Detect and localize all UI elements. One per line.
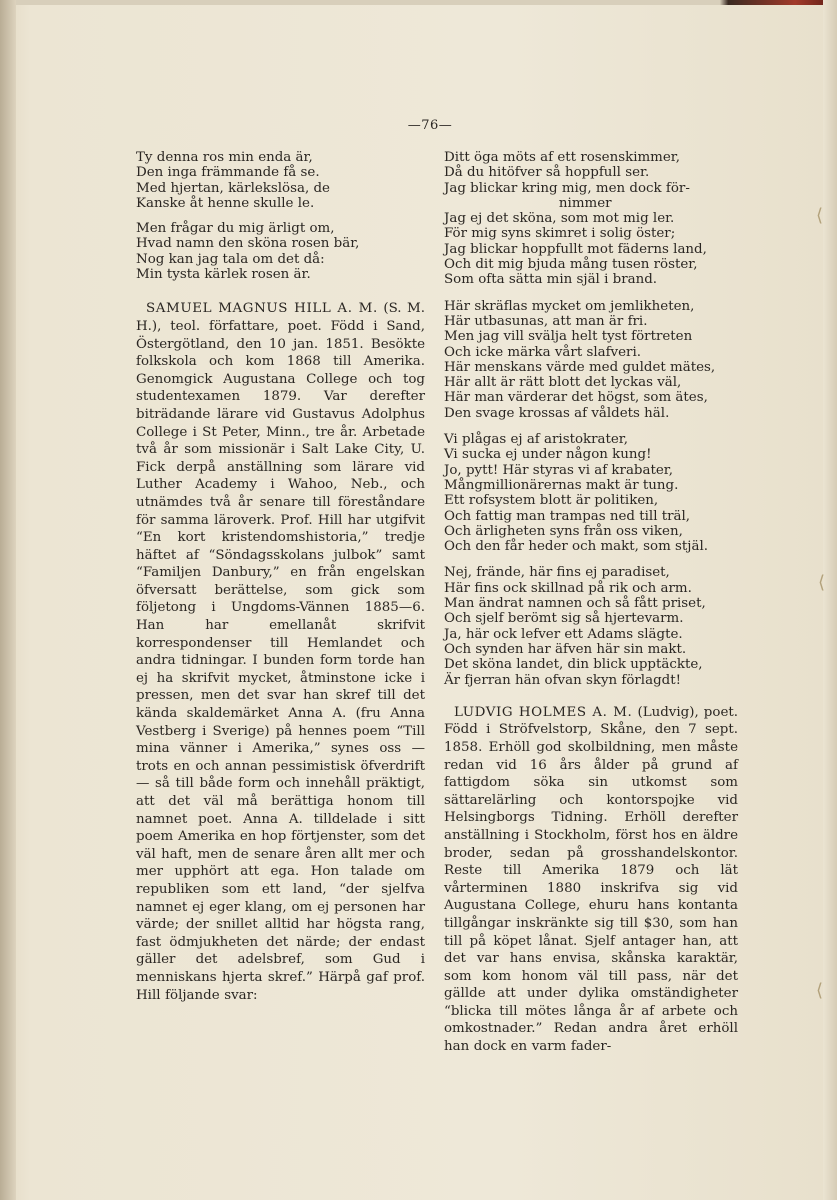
page-right-edge <box>823 0 837 1200</box>
page-number: —76— <box>407 118 453 133</box>
poem-stanza: Ditt öga möts af ett rosenskimmer, Då du hitöfver så hoppfull ser. Jag blickar kring mig, men dock för- nimmer Jag ej det sköna, som mot mig ler. För mig syns skimret i solig öster; Jag blickar hoppfullt mot fäderns land, Och dit mig bjuda mång tusen röster, Som ofta sätta min själ i brand. <box>444 150 707 288</box>
page-top-edge <box>0 0 837 5</box>
poem-stanza: Ty denna ros min enda är, Den inga främmande få se. Med hjertan, kärlekslösa, de Kanske åt henne skulle le. <box>136 150 330 211</box>
right-column <box>444 150 738 1056</box>
margin-mark: ⟨ <box>816 980 824 1001</box>
biography-name: LUDVIG HOLMES A. M. <box>454 704 633 720</box>
poem-stanza: Men frågar du mig ärligt om, Hvad namn den sköna rosen bär, Nog kan jag tala om det då: Min tysta kärlek rosen är. <box>136 221 360 283</box>
biography-text: (Ludvig), poet. Född i Ströfvelstorp, Skåne, den 7 sept. 1858. Erhöll god skolbildning, men måste redan vid 16 års ålder på grund af fattigdom söka sin utkomst som sättarelärling och kontorspojke vid Helsingborgs Tidning. Erhöll derefter anställning i Stockholm, först hos en äldre broder, sedan på grosshandelskontor. Reste till Amerika 1879 och lät vårterminen 1880 inskrifva sig vid Augustana College, ehuru hans kontanta tillgångar inskränkte sig till $30, som han till på köpet lånat. Sjelf antager han, att det var hans envisa, skånska karaktär, som kom honom väl till pass, när det gällde att under dylika omständigheter “blicka till mötes långa år af arbete och omkostnader.” Redan andra året erhöll han dock en varm fader- <box>444 704 739 1055</box>
poem-stanza: Vi plågas ej af aristokrater, Vi sucka ej under någon kung! Jo, pytt! Här styras vi af krabater, Mångmillionärernas makt är tung. Ett rofsystem blott är politiken, Och fattig man trampas ned till träl, Och ärligheten syns från oss viken, Och den får heder och makt, som stjäl. <box>444 432 708 555</box>
biography-ludvig-holmes <box>444 704 738 1056</box>
margin-mark: ⟨ <box>818 572 826 593</box>
margin-mark: ⟨ <box>816 205 824 226</box>
biography-samuel-magnus-hill <box>136 300 425 1004</box>
page-binding-edge <box>0 0 16 1200</box>
biography-name: SAMUEL MAGNUS HILL A. M. <box>146 301 378 317</box>
poem-stanza: Nej, frände, här fins ej paradiset, Här fins ock skillnad på rik och arm. Man ändrat namnen och så fått priset, Och sjelf berömt sig så hjertevarm. Ja, här ock lefver ett Adams slägte. Och synden har äfven här sin makt. Det sköna landet, din blick upptäckte, Är fjerran hän ofvan skyn förlagdt! <box>444 565 706 688</box>
poem-stanza: Här skräflas mycket om jemlikheten, Här utbasunas, att man är fri. Men jag vill svälja helt tyst förtreten Och icke märka vårt slafveri. Här menskans värde med guldet mätes, Här allt är rätt blott det lyckas väl, Här man värderar det högst, som ätes, Den svage krossas af våldets häl. <box>444 298 716 421</box>
biography-text: (S. M. H.), teol. författare, poet. Född i Sand, Östergötland, den 10 jan. 1851. Besökte folkskola och kom 1868 till Amerika. Genomgick Augustana College och tog studentexamen 1879. Var derefter biträdande lärare vid Gustavus Adolphus College i St Peter, Minn., tre år. Arbetade två år som missionär i Salt Lake City, U. Fick derpå anställning som lärare vid Luther Academy i Wahoo, Neb., och utnämdes två år senare till föreståndare för samma läroverk. Prof. Hill har utgifvit “En kort kristendomshistoria,” tredje häftet af “Söndagsskolans julbok” samt “Familjen Danbury,” en från engelskan öfversatt berättelse, som gick som följetong i Ungdoms-Vännen 1885—6. Han har emellanåt skrifvit korrespondenser till Hemlandet och andra tidningar. I bunden form torde han ej ha skrifvit mycket, åtminstone icke i pressen, men det svar han skref till det kända skaldemärket Anna A. (fru Anna Vestberg i Sverige) på hennes poem “Till mina vänner i Amerika,” synes oss — trots en och annan pessimistisk öfverdrift — så till både form och innehåll präktigt, att det väl må berättiga honom till namnet poet. Anna A. tilldelade i sitt poem Amerika en hop förtjenster, som det väl haft, men de senare åren allt mer och mer upphört att ega. Hon talade om republiken som ett land, “der sjelfva namnet ej eger klang, om ej personen har värde; der snillet alltid har högsta rang, fast ödmjukheten det närde; der endast gäller det adelsbref, som Gud i menniskans hjerta skref.” Härpå gaf prof. Hill följande svar: <box>136 301 425 1003</box>
left-column <box>136 150 425 1004</box>
